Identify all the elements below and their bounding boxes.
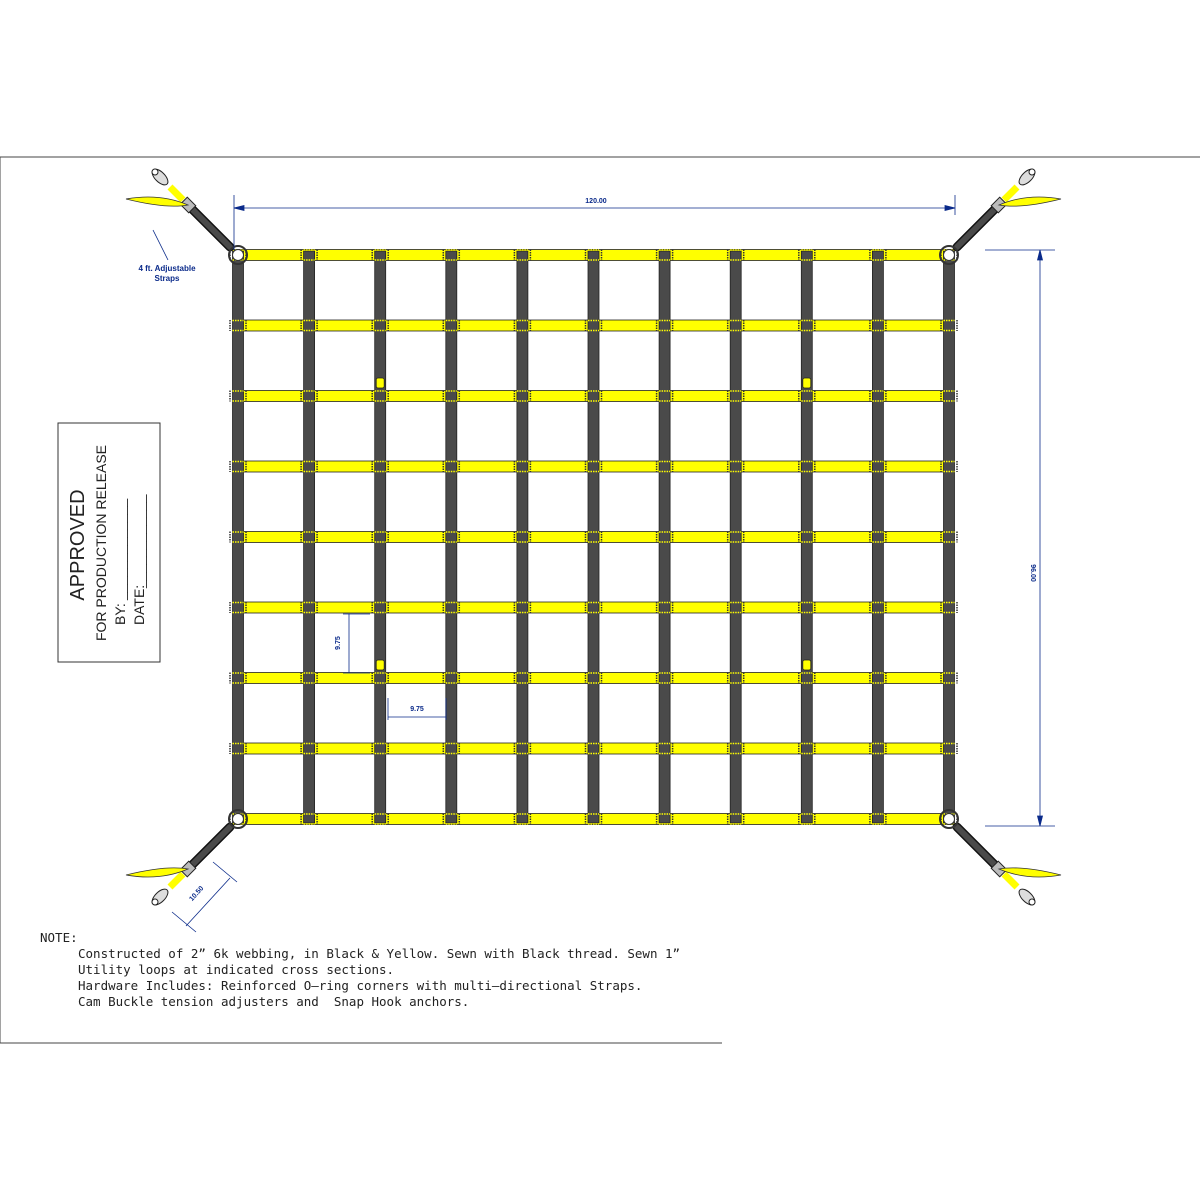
corner-assembly [940,810,1061,908]
width-dimension-label: 120.00 [585,198,607,205]
o-ring-icon [944,814,955,825]
vertical-strap [446,251,457,823]
note-line: Cam Buckle tension adjusters and Snap Hook anchors. [78,994,470,1009]
corner-strap [170,874,183,887]
vertical-strap [304,251,315,823]
snap-hook-icon [152,169,158,175]
snap-hook-icon [1029,899,1035,905]
note-line: Constructed of 2” 6k webbing, in Black & Yellow. Sewn with Black thread. Sewn 1” [78,946,681,961]
strap-length-dimension [172,862,237,932]
note-heading: NOTE: [40,930,78,945]
approval-title: APPROVED [67,489,89,601]
corner-strap [957,827,994,864]
utility-loop-icon [376,660,384,670]
corner-assembly [940,166,1061,264]
sheet-border [0,157,1200,1043]
corner-assembly [126,810,247,908]
o-ring-icon [944,250,955,261]
approval-date-blank: ____________ [131,494,147,588]
vertical-strap [659,251,670,823]
height-dimension [985,250,1055,826]
vertical-strap [588,251,599,823]
approval-by-label: BY: [112,603,128,625]
approval-by-blank: _____________ [112,498,128,600]
strap-callout-line1: 4 ft. Adjustable [138,264,196,273]
approval-subtitle: FOR PRODUCTION RELEASE [93,444,109,642]
utility-loop-icon [376,378,384,388]
approval-stamp [58,423,160,662]
vertical-strap [801,251,812,823]
vertical-strap [730,251,741,823]
cell-vertical-dimension [343,614,370,673]
strap-callout-line2: Straps [154,274,180,283]
vertical-strap [233,251,244,823]
vertical-strap [517,251,528,823]
corner-strap [170,187,183,200]
strap-length-dimension-label: 10.50 [188,885,206,903]
note-line: Hardware Includes: Reinforced O–ring corners with multi–directional Straps. [78,978,643,993]
corner-strap [1004,874,1017,887]
height-dimension-label: 96.00 [1029,564,1036,582]
cell-horizontal-dimension-label: 9.75 [410,706,424,713]
strap-callout-leader [153,230,168,260]
snap-hook-icon [1029,169,1035,175]
corner-strap [193,827,230,864]
snap-hook-icon [152,899,158,905]
utility-loop-icon [803,378,811,388]
vertical-strap [872,251,883,823]
cell-vertical-dimension-label: 9.75 [335,636,342,650]
o-ring-icon [233,250,244,261]
corner-assembly [126,166,247,264]
corner-strap [1004,187,1017,200]
approval-date-label: DATE: [131,584,147,625]
o-ring-icon [233,814,244,825]
note-line: Utility loops at indicated cross sections. [78,962,395,977]
vertical-strap [375,251,386,823]
utility-loop-icon [803,660,811,670]
corner-strap [193,210,230,247]
vertical-strap [944,251,955,823]
corner-strap [957,210,994,247]
construction-note [40,930,730,1010]
